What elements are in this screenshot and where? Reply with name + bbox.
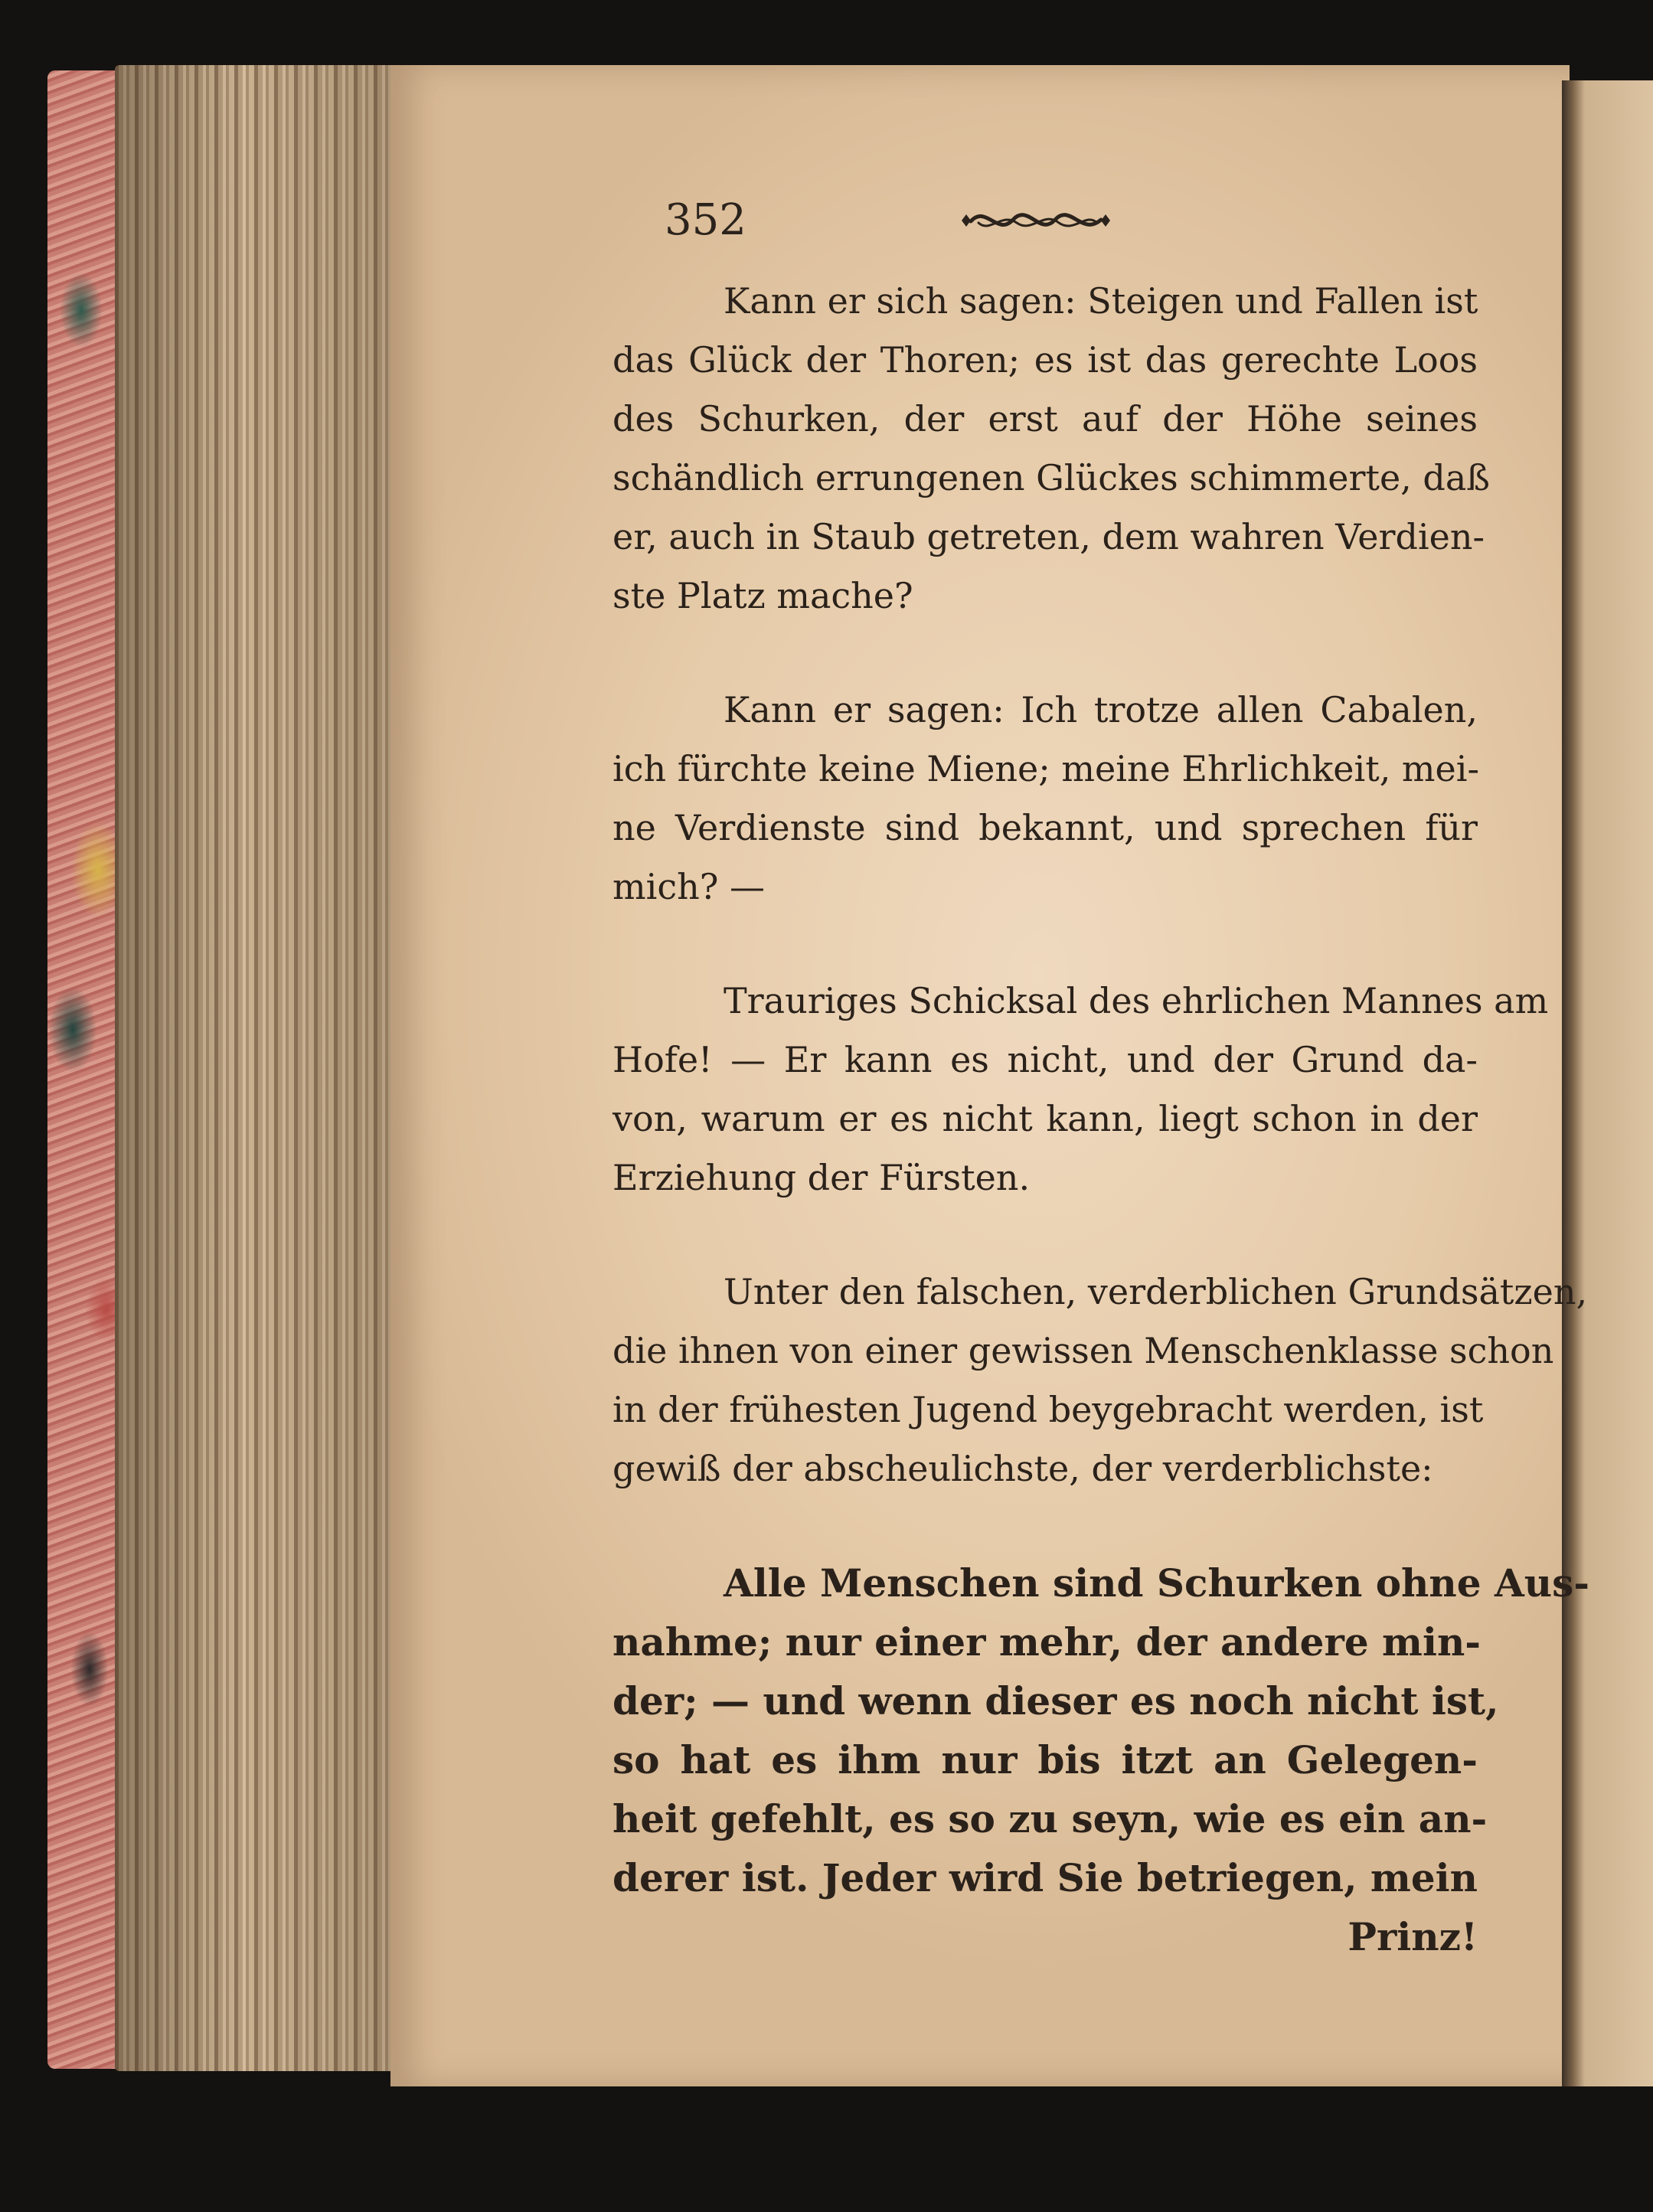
text-line: ste Platz mache? [613,575,913,616]
text-line: des Schurken, der erst auf der Höhe seines [613,398,1478,439]
page-header [665,195,1354,249]
page-text [613,272,1590,2021]
text-line: von, warum er es nicht kann, liegt schon in der [613,1098,1478,1139]
paragraph-1 [613,272,1491,626]
paragraph-2 [613,681,1478,916]
text-line: Erziehung der Fürsten. [613,1157,1031,1198]
text-line: Alle Menschen sind Schurken ohne Aus- [724,1560,1590,1606]
paragraph-3 [613,972,1549,1207]
text-line: die ihnen von einer gewissen Menschenklasse schon [613,1330,1554,1371]
text-line: gewiß der abscheulichste, der verderblichste: [613,1448,1433,1489]
page-block-edges [115,65,436,2071]
paragraph-5-emphasis [613,1554,1590,1966]
text-line: Unter den falschen, verderblichen Grundsätzen, [724,1271,1588,1312]
text-line: ich fürchte keine Miene; meine Ehrlichkeit, mei- [613,748,1480,789]
next-page-edge [1562,80,1653,2086]
text-line: in der frühesten Jugend beygebracht werden, ist [613,1389,1484,1430]
closing-word: Prinz! [1348,1914,1478,1959]
text-line: mich? — [613,866,766,907]
text-line: heit gefehlt, es so zu seyn, wie es ein an- [613,1796,1488,1841]
text-line: das Glück der Thoren; es ist das gerechte Loos [613,339,1478,381]
text-line: er, auch in Staub getreten, dem wahren Verdien- [613,516,1485,557]
text-line: so hat es ihm nur bis itzt an Gelegen- [613,1737,1478,1782]
text-line: derer ist. Jeder wird Sie betriegen, mein [613,1855,1478,1900]
text-line: der; — und wenn dieser es noch nicht ist, [613,1678,1499,1724]
text-line: schändlich errungenen Glückes schimmerte, daß [613,457,1491,498]
text-line: Trauriges Schicksal des ehrlichen Mannes am [724,980,1549,1021]
page-number: 352 [665,195,746,245]
paragraph-4 [613,1263,1588,1498]
text-line: Hofe! — Er kann es nicht, und der Grund da- [613,1039,1478,1080]
text-line: nahme; nur einer mehr, der andere min- [613,1619,1481,1665]
text-line: Kann er sich sagen: Steigen und Fallen ist [724,280,1478,322]
headpiece-ornament-icon [956,197,1116,243]
text-line: ne Verdienste sind bekannt, und sprechen für [613,807,1478,848]
text-line: Kann er sagen: Ich trotze allen Cabalen, [724,689,1478,730]
